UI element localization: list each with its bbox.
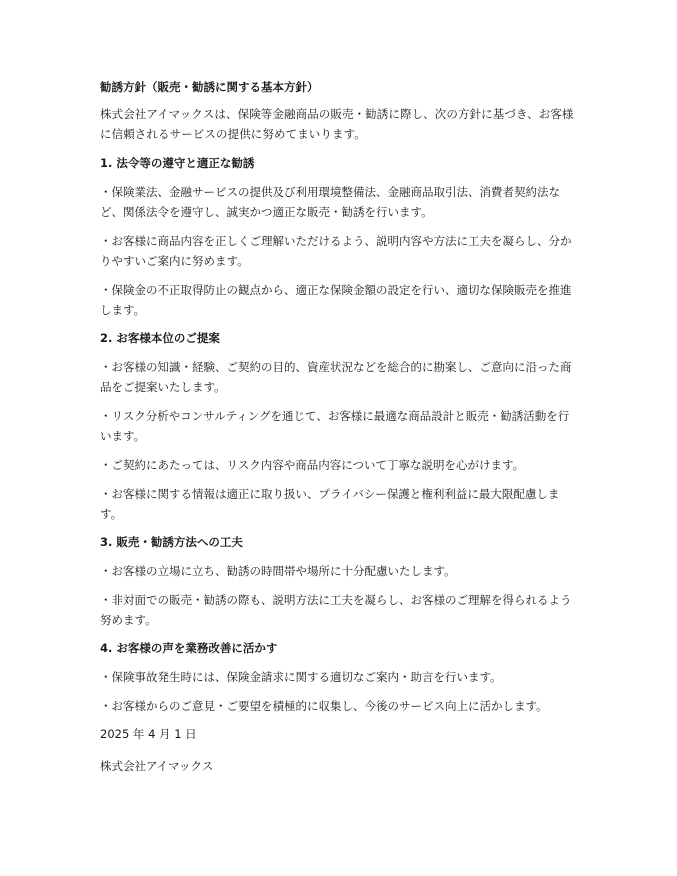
intro-paragraph: 株式会社アイマックスは、保険等金融商品の販売・勧誘に際し、次の方針に基づき、お客様に信頼されるサービスの提供に努めてまいります。 bbox=[100, 107, 574, 141]
document-title: 勧誘方針（販売・勧誘に関する基本方針） bbox=[100, 80, 319, 94]
list-item: ・リスク分析やコンサルティングを通じて、お客様に最適な商品設計と販売・勧誘活動を行います。 bbox=[100, 409, 570, 443]
list-item: ・お客様の立場に立ち、勧誘の時間帯や場所に十分配慮いたします。 bbox=[100, 564, 456, 578]
list-item: ・ご契約にあたっては、リスク内容や商品内容について丁寧な説明を心がけます。 bbox=[100, 458, 525, 472]
list-item: ・お客様の知識・経験、ご契約の目的、資産状況などを総合的に勘案し、ご意向に沿った商品をご提案いたします。 bbox=[100, 360, 572, 394]
section-heading: 3. 販売・勧誘方法への工夫 bbox=[100, 535, 243, 549]
section-2 bbox=[100, 329, 580, 524]
company-name: 株式会社アイマックス bbox=[100, 759, 214, 773]
section-1 bbox=[100, 154, 580, 320]
section-3 bbox=[100, 533, 580, 630]
section-heading: 4. お客様の声を業務改善に活かす bbox=[100, 641, 278, 655]
list-item: ・保険業法、金融サービスの提供及び利用環境整備法、金融商品取引法、消費者契約法など、関係法令を遵守し、誠実かつ適正な販売・勧誘を行います。 bbox=[100, 185, 560, 219]
section-heading: 2. お客様本位のご提案 bbox=[100, 331, 220, 345]
list-item: ・非対面での販売・勧誘の際も、説明方法に工夫を凝らし、お客様のご理解を得られるよう努めます。 bbox=[100, 593, 572, 627]
list-item: ・お客様に関する情報は適正に取り扱い、プライバシー保護と権利利益に最大限配慮します。 bbox=[100, 487, 560, 521]
list-item: ・保険金の不正取得防止の観点から、適正な保険金額の設定を行い、適切な保険販売を推進します。 bbox=[100, 283, 572, 317]
list-item: ・保険事故発生時には、保険金請求に関する適切なご案内・助言を行います。 bbox=[100, 670, 502, 684]
document-date: 2025 年 4 月 1 日 bbox=[100, 727, 197, 741]
document-page bbox=[100, 78, 580, 775]
section-4 bbox=[100, 639, 580, 716]
section-heading: 1. 法令等の遵守と適正な勧誘 bbox=[100, 156, 255, 170]
list-item: ・お客様からのご意見・ご要望を積極的に収集し、今後のサービス向上に活かします。 bbox=[100, 699, 548, 713]
list-item: ・お客様に商品内容を正しくご理解いただけるよう、説明内容や方法に工夫を凝らし、分かりやすいご案内に努めます。 bbox=[100, 234, 572, 268]
